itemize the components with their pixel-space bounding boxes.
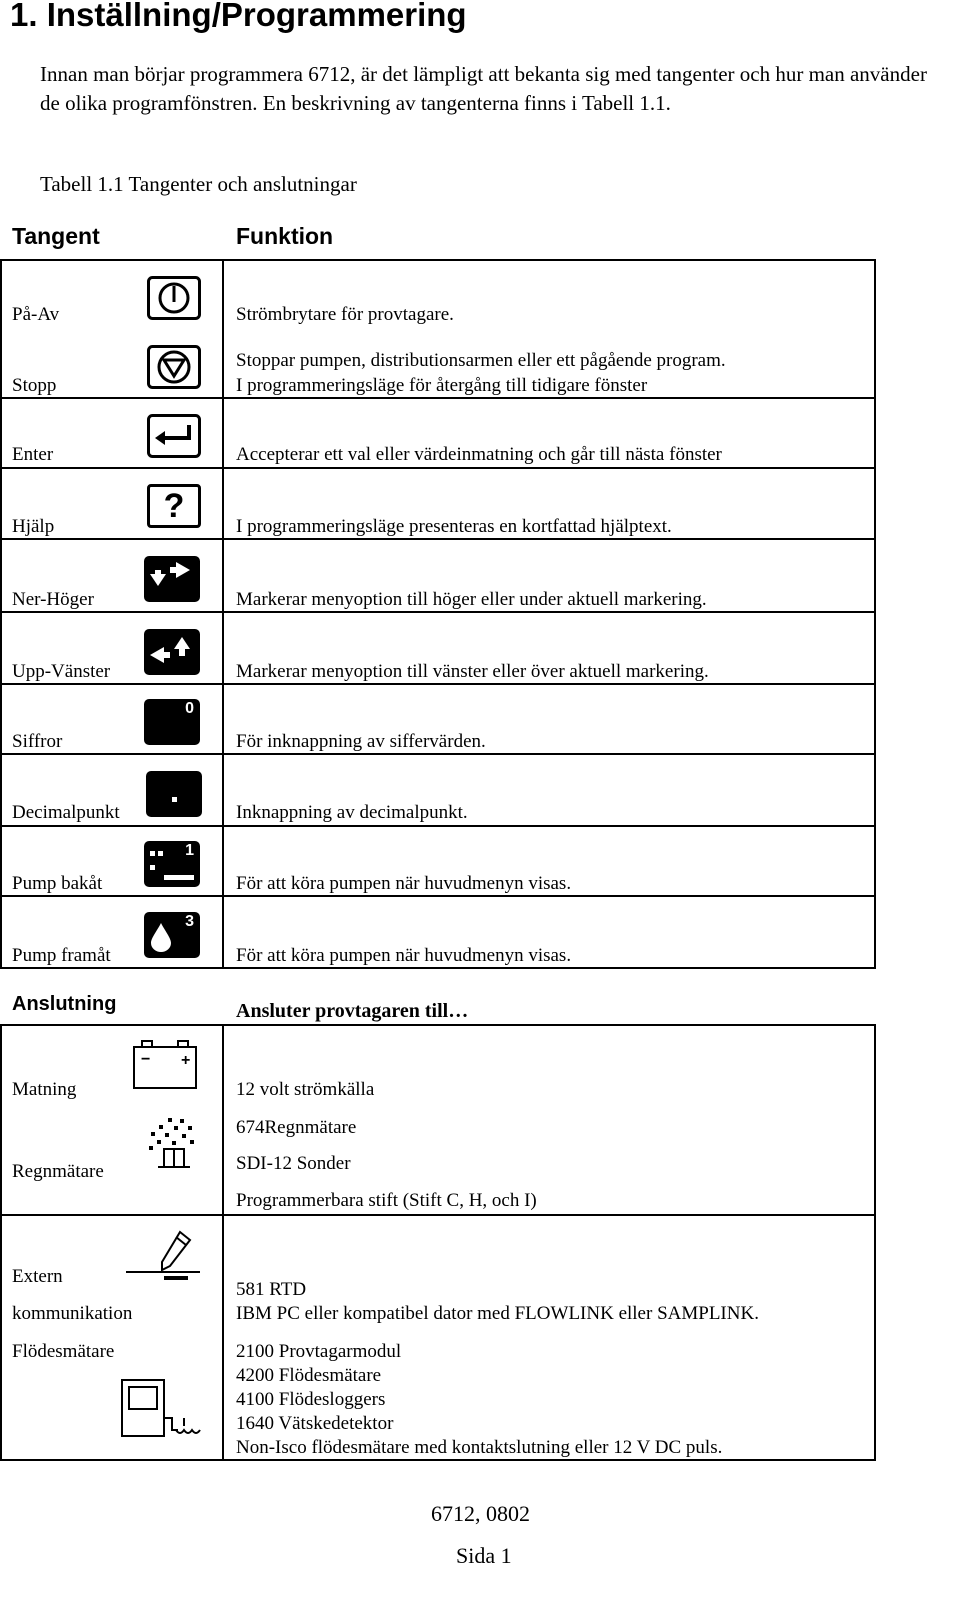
- connects-to-header: Ansluter provtagaren till…: [236, 1000, 469, 1022]
- table-rule: [0, 259, 2, 969]
- table-rule: [0, 467, 876, 469]
- table-rule: [0, 1214, 876, 1216]
- dot-icon: [150, 865, 155, 870]
- connection-item: IBM PC eller kompatibel dator med FLOWLINK eller SAMPLINK.: [236, 1303, 759, 1324]
- connection-name-line1: Extern: [12, 1266, 63, 1287]
- key-name: Hjälp: [12, 516, 55, 537]
- battery-minus-sign: −: [141, 1051, 151, 1068]
- column-header-function: Funktion: [236, 223, 334, 249]
- dot-icon: [150, 851, 155, 856]
- key-name: Upp-Vänster: [12, 661, 111, 682]
- connection-item: 4200 Flödesmätare: [236, 1365, 382, 1386]
- pump-forward-icon: [144, 912, 200, 958]
- table-rule: [0, 397, 876, 399]
- stop-icon: [147, 345, 201, 389]
- digit-label: 0: [185, 700, 194, 717]
- key-function-text: Strömbrytare för provtagare.: [236, 304, 454, 325]
- key-name: Pump framåt: [12, 945, 111, 966]
- column-header-key: Tangent: [12, 223, 100, 249]
- table-rule: [0, 967, 876, 969]
- key-name: Ner-Höger: [12, 589, 94, 610]
- drop-icon: [150, 922, 172, 952]
- connection-item: 581 RTD: [236, 1279, 307, 1300]
- key-name: Stopp: [12, 375, 57, 396]
- table-rule: [0, 1024, 2, 1461]
- dot-icon: [158, 851, 163, 856]
- key-function-text: För inknappning av siffervärden.: [236, 731, 486, 752]
- table-rule: [222, 259, 224, 969]
- flow-meter-icon: [120, 1378, 206, 1440]
- table-rule: [0, 611, 876, 613]
- key-function-text: I programmeringsläge presenteras en kortfattad hjälptext.: [236, 516, 672, 537]
- digit-key-icon: [144, 699, 200, 745]
- down-right-arrows-icon: [144, 556, 200, 602]
- pen-computer-icon: [124, 1228, 204, 1284]
- connection-item: 4100 Flödesloggers: [236, 1389, 386, 1410]
- table-rule: [0, 1459, 876, 1461]
- table-rule: [0, 259, 876, 261]
- document-number: 6712, 0802: [431, 1501, 530, 1526]
- connection-name: Matning: [12, 1079, 77, 1100]
- decimal-point-icon: [146, 771, 202, 817]
- pump-reverse-icon: [144, 841, 200, 887]
- key-name: Enter: [12, 444, 54, 465]
- page-title: 1. Inställning/Programmering: [10, 0, 467, 33]
- key-function-text: Stoppar pumpen, distributionsarmen eller ett pågående program.: [236, 350, 726, 371]
- key-name: På-Av: [12, 304, 60, 325]
- pump-forward-digit: 3: [185, 913, 194, 930]
- left-up-arrows-icon: [144, 629, 200, 675]
- page-number: Sida 1: [456, 1543, 512, 1568]
- connection-item: Programmerbara stift (Stift C, H, och I): [236, 1190, 537, 1211]
- key-name: Pump bakåt: [12, 873, 103, 894]
- connection-header: Anslutning: [12, 993, 117, 1015]
- enter-icon: [147, 414, 201, 458]
- pump-reverse-digit: 1: [185, 842, 194, 859]
- key-function-text: Inknappning av decimalpunkt.: [236, 802, 468, 823]
- power-icon: [147, 276, 201, 320]
- table-rule: [0, 1024, 876, 1026]
- table-rule: [0, 753, 876, 755]
- key-function-text: Accepterar ett val eller värdeinmatning och går till nästa fönster: [236, 444, 722, 465]
- key-function-text: För att köra pumpen när huvudmenyn visas.: [236, 945, 572, 966]
- table-rule: [0, 538, 876, 540]
- table-caption: Tabell 1.1 Tangenter och anslutningar: [40, 172, 357, 196]
- connection-name-line2: kommunikation: [12, 1303, 133, 1324]
- intro-paragraph: Innan man börjar programmera 6712, är det lämpligt att bekanta sig med tangenter och hur man använder de olika programfönstren. En beskrivning av tangenterna finns i Tabell 1.1.: [40, 62, 927, 115]
- rain-gauge-icon: [146, 1116, 200, 1174]
- connection-name: Regnmätare: [12, 1161, 104, 1182]
- connection-item: 12 volt strömkälla: [236, 1079, 375, 1100]
- key-function-text: För att köra pumpen när huvudmenyn visas.: [236, 873, 572, 894]
- battery-icon: [132, 1040, 198, 1090]
- connection-name: Flödesmätare: [12, 1341, 115, 1362]
- key-name: Siffror: [12, 731, 63, 752]
- table-rule: [0, 683, 876, 685]
- connection-item: 674Regnmätare: [236, 1117, 357, 1138]
- table-rule: [874, 1024, 876, 1461]
- table-rule: [0, 895, 876, 897]
- connection-item: Non-Isco flödesmätare med kontaktslutning eller 12 V DC puls.: [236, 1437, 723, 1458]
- key-name: Decimalpunkt: [12, 802, 120, 823]
- table-rule: [0, 825, 876, 827]
- connection-item: 1640 Vätskedetektor: [236, 1413, 394, 1434]
- battery-plus-sign: +: [181, 1052, 191, 1069]
- connection-item: 2100 Provtagarmodul: [236, 1341, 402, 1362]
- connection-item: SDI-12 Sonder: [236, 1153, 351, 1174]
- bar-icon: [164, 875, 194, 880]
- help-icon: ?: [147, 484, 201, 528]
- key-function-text: Markerar menyoption till höger eller under aktuell markering.: [236, 589, 707, 610]
- key-function-text: I programmeringsläge för återgång till tidigare fönster: [236, 375, 648, 396]
- table-rule: [874, 259, 876, 969]
- table-rule: [222, 1024, 224, 1461]
- key-function-text: Markerar menyoption till vänster eller över aktuell markering.: [236, 661, 709, 682]
